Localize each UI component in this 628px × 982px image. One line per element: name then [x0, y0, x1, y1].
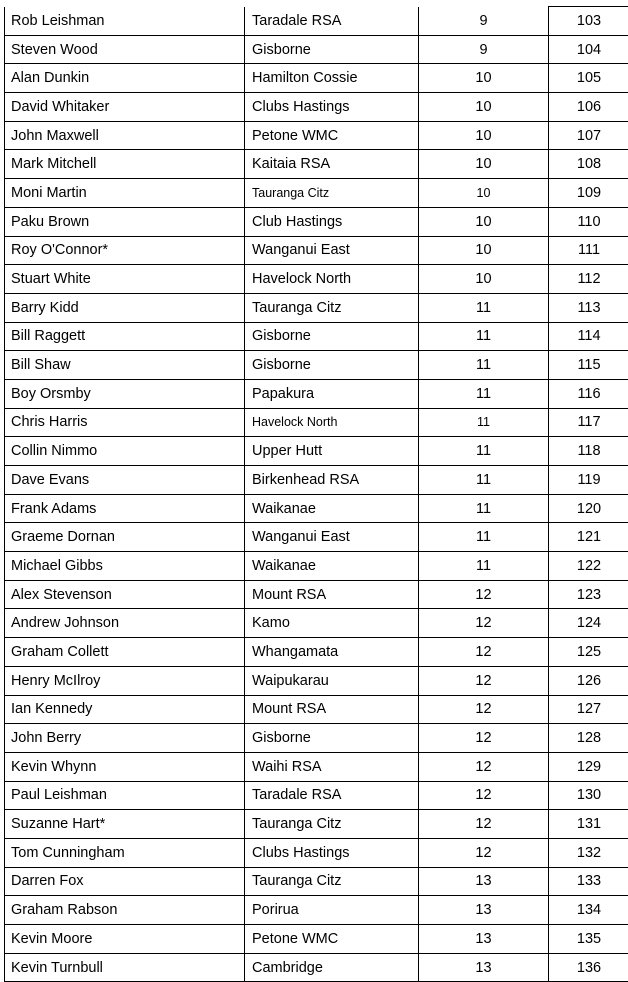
player-name-cell: Darren Fox — [5, 867, 245, 896]
club-cell: Cambridge — [245, 953, 419, 982]
table-row — [5, 322, 628, 351]
grade-cell: 9 — [419, 35, 549, 64]
rank-cell: 133 — [549, 867, 628, 896]
player-name-cell: Kevin Moore — [5, 925, 245, 954]
rank-cell: 111 — [549, 236, 628, 265]
club-cell: Waihi RSA — [245, 752, 419, 781]
rank-cell: 114 — [549, 322, 628, 351]
grade-cell: 13 — [419, 867, 549, 896]
rank-cell: 110 — [549, 207, 628, 236]
rank-cell: 118 — [549, 437, 628, 466]
rank-cell: 134 — [549, 896, 628, 925]
table-row — [5, 638, 628, 667]
rank-cell: 122 — [549, 552, 628, 581]
table-row — [5, 150, 628, 179]
club-cell: Whangamata — [245, 638, 419, 667]
club-cell: Clubs Hastings — [245, 93, 419, 122]
rank-cell: 107 — [549, 121, 628, 150]
club-cell: Kaitaia RSA — [245, 150, 419, 179]
rank-cell: 132 — [549, 838, 628, 867]
player-name-cell: Alex Stevenson — [5, 580, 245, 609]
table-row — [5, 810, 628, 839]
grade-cell: 11 — [419, 552, 549, 581]
grade-cell: 13 — [419, 953, 549, 982]
club-cell: Gisborne — [245, 322, 419, 351]
club-cell: Clubs Hastings — [245, 838, 419, 867]
club-cell: Gisborne — [245, 351, 419, 380]
player-name-cell: David Whitaker — [5, 93, 245, 122]
club-cell: Kamo — [245, 609, 419, 638]
table-row — [5, 552, 628, 581]
club-cell: Petone WMC — [245, 121, 419, 150]
rank-cell: 129 — [549, 752, 628, 781]
grade-cell: 10 — [419, 179, 549, 208]
player-name-cell: John Maxwell — [5, 121, 245, 150]
table-row — [5, 752, 628, 781]
club-cell: Petone WMC — [245, 925, 419, 954]
player-name-cell: Kevin Turnbull — [5, 953, 245, 982]
rank-cell: 116 — [549, 379, 628, 408]
rank-cell: 115 — [549, 351, 628, 380]
grade-cell: 12 — [419, 752, 549, 781]
player-name-cell: Kevin Whynn — [5, 752, 245, 781]
rank-cell: 121 — [549, 523, 628, 552]
club-cell: Wanganui East — [245, 523, 419, 552]
grade-cell: 12 — [419, 638, 549, 667]
rank-cell: 109 — [549, 179, 628, 208]
table-row — [5, 896, 628, 925]
player-name-cell: Steven Wood — [5, 35, 245, 64]
rank-cell: 112 — [549, 265, 628, 294]
grade-cell: 12 — [419, 724, 549, 753]
player-name-cell: Dave Evans — [5, 466, 245, 495]
grade-cell: 11 — [419, 466, 549, 495]
grade-cell: 11 — [419, 494, 549, 523]
club-cell: Tauranga Citz — [245, 810, 419, 839]
club-cell: Gisborne — [245, 35, 419, 64]
club-cell: Club Hastings — [245, 207, 419, 236]
table-row — [5, 379, 628, 408]
rank-cell: 127 — [549, 695, 628, 724]
player-name-cell: Rob Leishman — [5, 7, 245, 36]
table-row — [5, 494, 628, 523]
grade-cell: 13 — [419, 925, 549, 954]
rank-cell: 120 — [549, 494, 628, 523]
table-row — [5, 724, 628, 753]
grade-cell: 10 — [419, 265, 549, 294]
table-row — [5, 179, 628, 208]
table-row — [5, 408, 628, 437]
grade-cell: 11 — [419, 437, 549, 466]
club-cell: Tauranga Citz — [245, 293, 419, 322]
player-name-cell: Boy Orsmby — [5, 379, 245, 408]
club-cell: Gisborne — [245, 724, 419, 753]
grade-cell: 11 — [419, 379, 549, 408]
club-cell: Porirua — [245, 896, 419, 925]
grade-cell: 11 — [419, 322, 549, 351]
club-cell: Birkenhead RSA — [245, 466, 419, 495]
grade-cell: 13 — [419, 896, 549, 925]
club-cell: Waikanae — [245, 552, 419, 581]
rank-cell: 123 — [549, 580, 628, 609]
grade-cell: 10 — [419, 150, 549, 179]
player-name-cell: Moni Martin — [5, 179, 245, 208]
player-name-cell: Paku Brown — [5, 207, 245, 236]
table-row — [5, 437, 628, 466]
player-name-cell: Roy O'Connor* — [5, 236, 245, 265]
player-name-cell: Barry Kidd — [5, 293, 245, 322]
club-cell: Tauranga Citz — [245, 867, 419, 896]
grade-cell: 12 — [419, 580, 549, 609]
player-name-cell: Tom Cunningham — [5, 838, 245, 867]
grade-cell: 11 — [419, 408, 549, 437]
rank-cell: 119 — [549, 466, 628, 495]
club-cell: Havelock North — [245, 408, 419, 437]
player-name-cell: Paul Leishman — [5, 781, 245, 810]
table-row — [5, 953, 628, 982]
table-row — [5, 666, 628, 695]
club-cell: Waipukarau — [245, 666, 419, 695]
grade-cell: 10 — [419, 93, 549, 122]
table-row — [5, 351, 628, 380]
club-cell: Mount RSA — [245, 695, 419, 724]
table-row — [5, 925, 628, 954]
rank-cell: 104 — [549, 35, 628, 64]
rankings-table-container — [4, 6, 625, 982]
table-row — [5, 466, 628, 495]
rank-cell: 105 — [549, 64, 628, 93]
table-row — [5, 7, 628, 36]
table-row — [5, 293, 628, 322]
club-cell: Wanganui East — [245, 236, 419, 265]
table-row — [5, 236, 628, 265]
table-row — [5, 64, 628, 93]
club-cell: Upper Hutt — [245, 437, 419, 466]
rank-cell: 106 — [549, 93, 628, 122]
grade-cell: 11 — [419, 351, 549, 380]
player-name-cell: Frank Adams — [5, 494, 245, 523]
table-row — [5, 609, 628, 638]
table-row — [5, 265, 628, 294]
grade-cell: 11 — [419, 293, 549, 322]
player-name-cell: Ian Kennedy — [5, 695, 245, 724]
player-name-cell: Michael Gibbs — [5, 552, 245, 581]
table-row — [5, 93, 628, 122]
rank-cell: 108 — [549, 150, 628, 179]
table-row — [5, 121, 628, 150]
grade-cell: 12 — [419, 666, 549, 695]
player-name-cell: Graham Rabson — [5, 896, 245, 925]
table-body — [5, 7, 628, 982]
table-row — [5, 35, 628, 64]
grade-cell: 10 — [419, 64, 549, 93]
rank-cell: 131 — [549, 810, 628, 839]
rank-cell: 130 — [549, 781, 628, 810]
grade-cell: 12 — [419, 609, 549, 638]
rank-cell: 136 — [549, 953, 628, 982]
player-name-cell: Suzanne Hart* — [5, 810, 245, 839]
club-cell: Tauranga Citz — [245, 179, 419, 208]
club-cell: Taradale RSA — [245, 7, 419, 36]
rank-cell: 117 — [549, 408, 628, 437]
rank-cell: 113 — [549, 293, 628, 322]
club-cell: Havelock North — [245, 265, 419, 294]
player-name-cell: Graham Collett — [5, 638, 245, 667]
player-name-cell: Collin Nimmo — [5, 437, 245, 466]
grade-cell: 10 — [419, 207, 549, 236]
player-name-cell: Andrew Johnson — [5, 609, 245, 638]
player-name-cell: Bill Shaw — [5, 351, 245, 380]
grade-cell: 12 — [419, 810, 549, 839]
club-cell: Waikanae — [245, 494, 419, 523]
player-name-cell: Stuart White — [5, 265, 245, 294]
club-cell: Taradale RSA — [245, 781, 419, 810]
player-name-cell: Mark Mitchell — [5, 150, 245, 179]
grade-cell: 9 — [419, 7, 549, 36]
rank-cell: 126 — [549, 666, 628, 695]
table-row — [5, 207, 628, 236]
player-name-cell: Alan Dunkin — [5, 64, 245, 93]
club-cell: Papakura — [245, 379, 419, 408]
player-name-cell: Chris Harris — [5, 408, 245, 437]
grade-cell: 10 — [419, 236, 549, 265]
grade-cell: 11 — [419, 523, 549, 552]
rank-cell: 124 — [549, 609, 628, 638]
rank-cell: 103 — [549, 7, 628, 36]
grade-cell: 12 — [419, 838, 549, 867]
table-row — [5, 695, 628, 724]
rank-cell: 135 — [549, 925, 628, 954]
grade-cell: 12 — [419, 781, 549, 810]
player-name-cell: John Berry — [5, 724, 245, 753]
rank-cell: 128 — [549, 724, 628, 753]
table-row — [5, 580, 628, 609]
table-row — [5, 838, 628, 867]
player-name-cell: Graeme Dornan — [5, 523, 245, 552]
club-cell: Mount RSA — [245, 580, 419, 609]
club-cell: Hamilton Cossie — [245, 64, 419, 93]
table-row — [5, 867, 628, 896]
grade-cell: 12 — [419, 695, 549, 724]
rank-cell: 125 — [549, 638, 628, 667]
rankings-table — [4, 6, 628, 982]
grade-cell: 10 — [419, 121, 549, 150]
player-name-cell: Henry McIlroy — [5, 666, 245, 695]
table-row — [5, 781, 628, 810]
table-row — [5, 523, 628, 552]
player-name-cell: Bill Raggett — [5, 322, 245, 351]
